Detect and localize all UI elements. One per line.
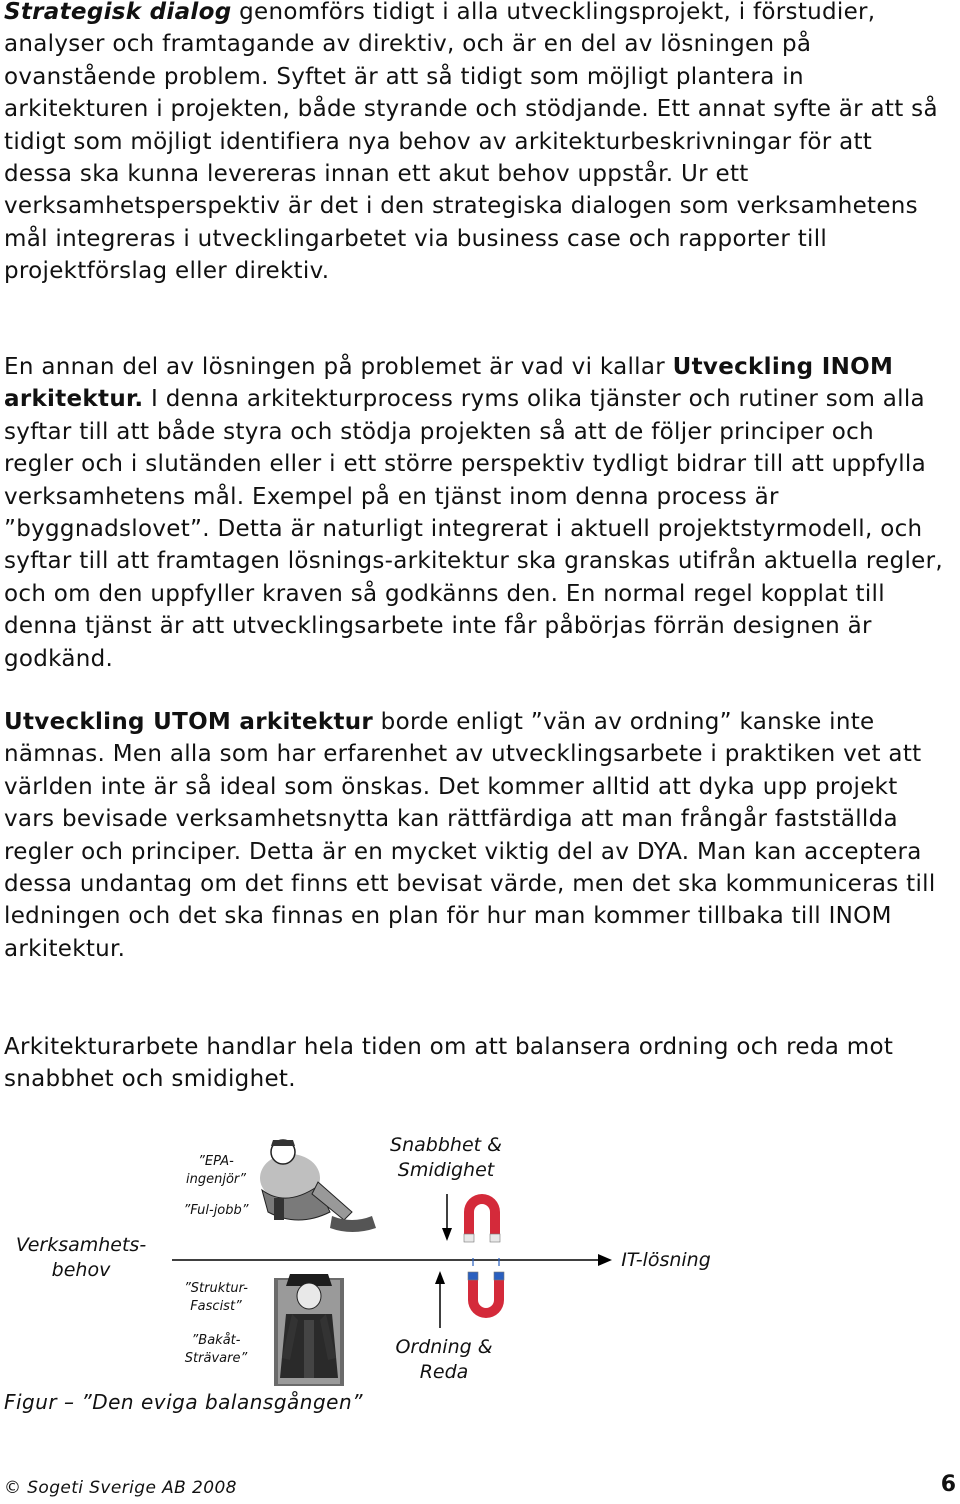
officer-illustration bbox=[274, 1274, 344, 1386]
label-snabbhet: Snabbhet & bbox=[390, 1134, 502, 1156]
paragraph-text: genomförs tidigt i alla utvecklingsprojekt, i förstudier, analyser och framtagande av direktiv, och är en del av lösningen på ovanstående problem. Syftet är att så tidigt som möjligt plantera in arkitekturen i projekten, både styrande och stödjande. Ett annat syfte är att så tidigt som möjligt identifiera nya behov av arkitekturbeskrivningar för att dessa ska kunna levereras innan ett akut behov uppstår. Ur ett verksamhetsperspektiv är det i den strategiska dialogen som verksamhetens mål integreras i utvecklingarbetet via business case och rapporter till projektförslag eller direktiv. bbox=[4, 0, 938, 285]
paragraph-balance bbox=[4, 1031, 948, 1096]
paragraph-text: borde enligt ”vän av ordning” kanske inte nämnas. Men alla som har erfarenhet av utvecklingsarbete i praktiken vet att världen inte är så ideal som önskas. Det kommer alltid att dyka upp projekt vars bevisade verksamhetsnytta kan rättfärdiga att man frångår fastställda regler och principer. Detta är en mycket viktig del av DYA. Man kan acceptera dessa undantag om det finns ett bevisat värde, men det ska kommuniceras till ledningen och det ska finnas en plan för hur man kommer tillbaka till INOM arkitektur. bbox=[4, 709, 936, 962]
paragraph-text: I denna arkitekturprocess ryms olika tjänster och rutiner som alla syftar till att både styra och stödja projekten så att de följer principer och regler och i slutänden eller i ett större perspektiv tydligt bidrar till att uppfylla verksamhetens mål. Exempel på en tjänst inom denna process är ”byggnadslovet”. Detta är naturligt integrerat i aktuell projektstyrmodell, och syftar till att framtagen lösnings-arkitektur ska granskas utifrån aktuella regler, och om den uppfyller kraven så godkänns den. En normal regel kopplat till denna tjänst är att utvecklingsarbete inte får påbörjas förrän designen är godkänd. bbox=[4, 386, 943, 672]
label-fuljobb: ”Ful-jobb” bbox=[183, 1203, 249, 1218]
label-bakat-1: ”Bakåt- bbox=[191, 1333, 241, 1348]
label-it-losning: IT-lösning bbox=[621, 1249, 711, 1271]
paragraph-text: Arkitekturarbete handlar hela tiden om att balansera ordning och reda mot snabbhet och smidighet. bbox=[4, 1034, 894, 1093]
label-struktur-1: ”Struktur- bbox=[184, 1281, 248, 1296]
epa-engineer-illustration bbox=[260, 1140, 376, 1232]
up-arrow-head bbox=[435, 1271, 445, 1284]
label-ordning: Ordning & bbox=[395, 1336, 493, 1358]
figure-caption: Figur – ”Den eviga balansgången” bbox=[4, 1390, 363, 1414]
paragraph-text: En annan del av lösningen på problemet är vad vi kallar bbox=[4, 354, 673, 380]
label-verksamhetsbehov-2: behov bbox=[51, 1259, 111, 1281]
label-bakat-2: Strävare” bbox=[184, 1351, 248, 1366]
down-arrow-head bbox=[442, 1228, 452, 1241]
paragraph-utom-arkitektur bbox=[4, 706, 948, 965]
magnet-bottom-icon bbox=[468, 1258, 504, 1318]
term-utveckling-utom: Utveckling UTOM arkitektur bbox=[4, 709, 374, 735]
label-reda: Reda bbox=[419, 1361, 469, 1383]
label-epa-1: ”EPA- bbox=[198, 1154, 234, 1169]
page-number: 6 bbox=[940, 1472, 956, 1497]
paragraph-inom-arkitektur bbox=[4, 351, 948, 675]
footer-copyright: © Sogeti Sverige AB 2008 bbox=[4, 1478, 237, 1498]
term-strategisk-dialog: Strategisk dialog bbox=[4, 0, 232, 25]
label-struktur-2: Fascist” bbox=[190, 1299, 242, 1314]
label-smidighet: Smidighet bbox=[397, 1159, 495, 1181]
term-utveckling-inom: Utveckling INOM arkitektur. bbox=[4, 354, 894, 413]
label-verksamhetsbehov-1: Verksamhets- bbox=[15, 1234, 147, 1256]
magnet-top-icon bbox=[464, 1194, 500, 1242]
paragraph-strategic-dialog bbox=[4, 0, 948, 288]
label-epa-2: ingenjör” bbox=[186, 1172, 246, 1187]
